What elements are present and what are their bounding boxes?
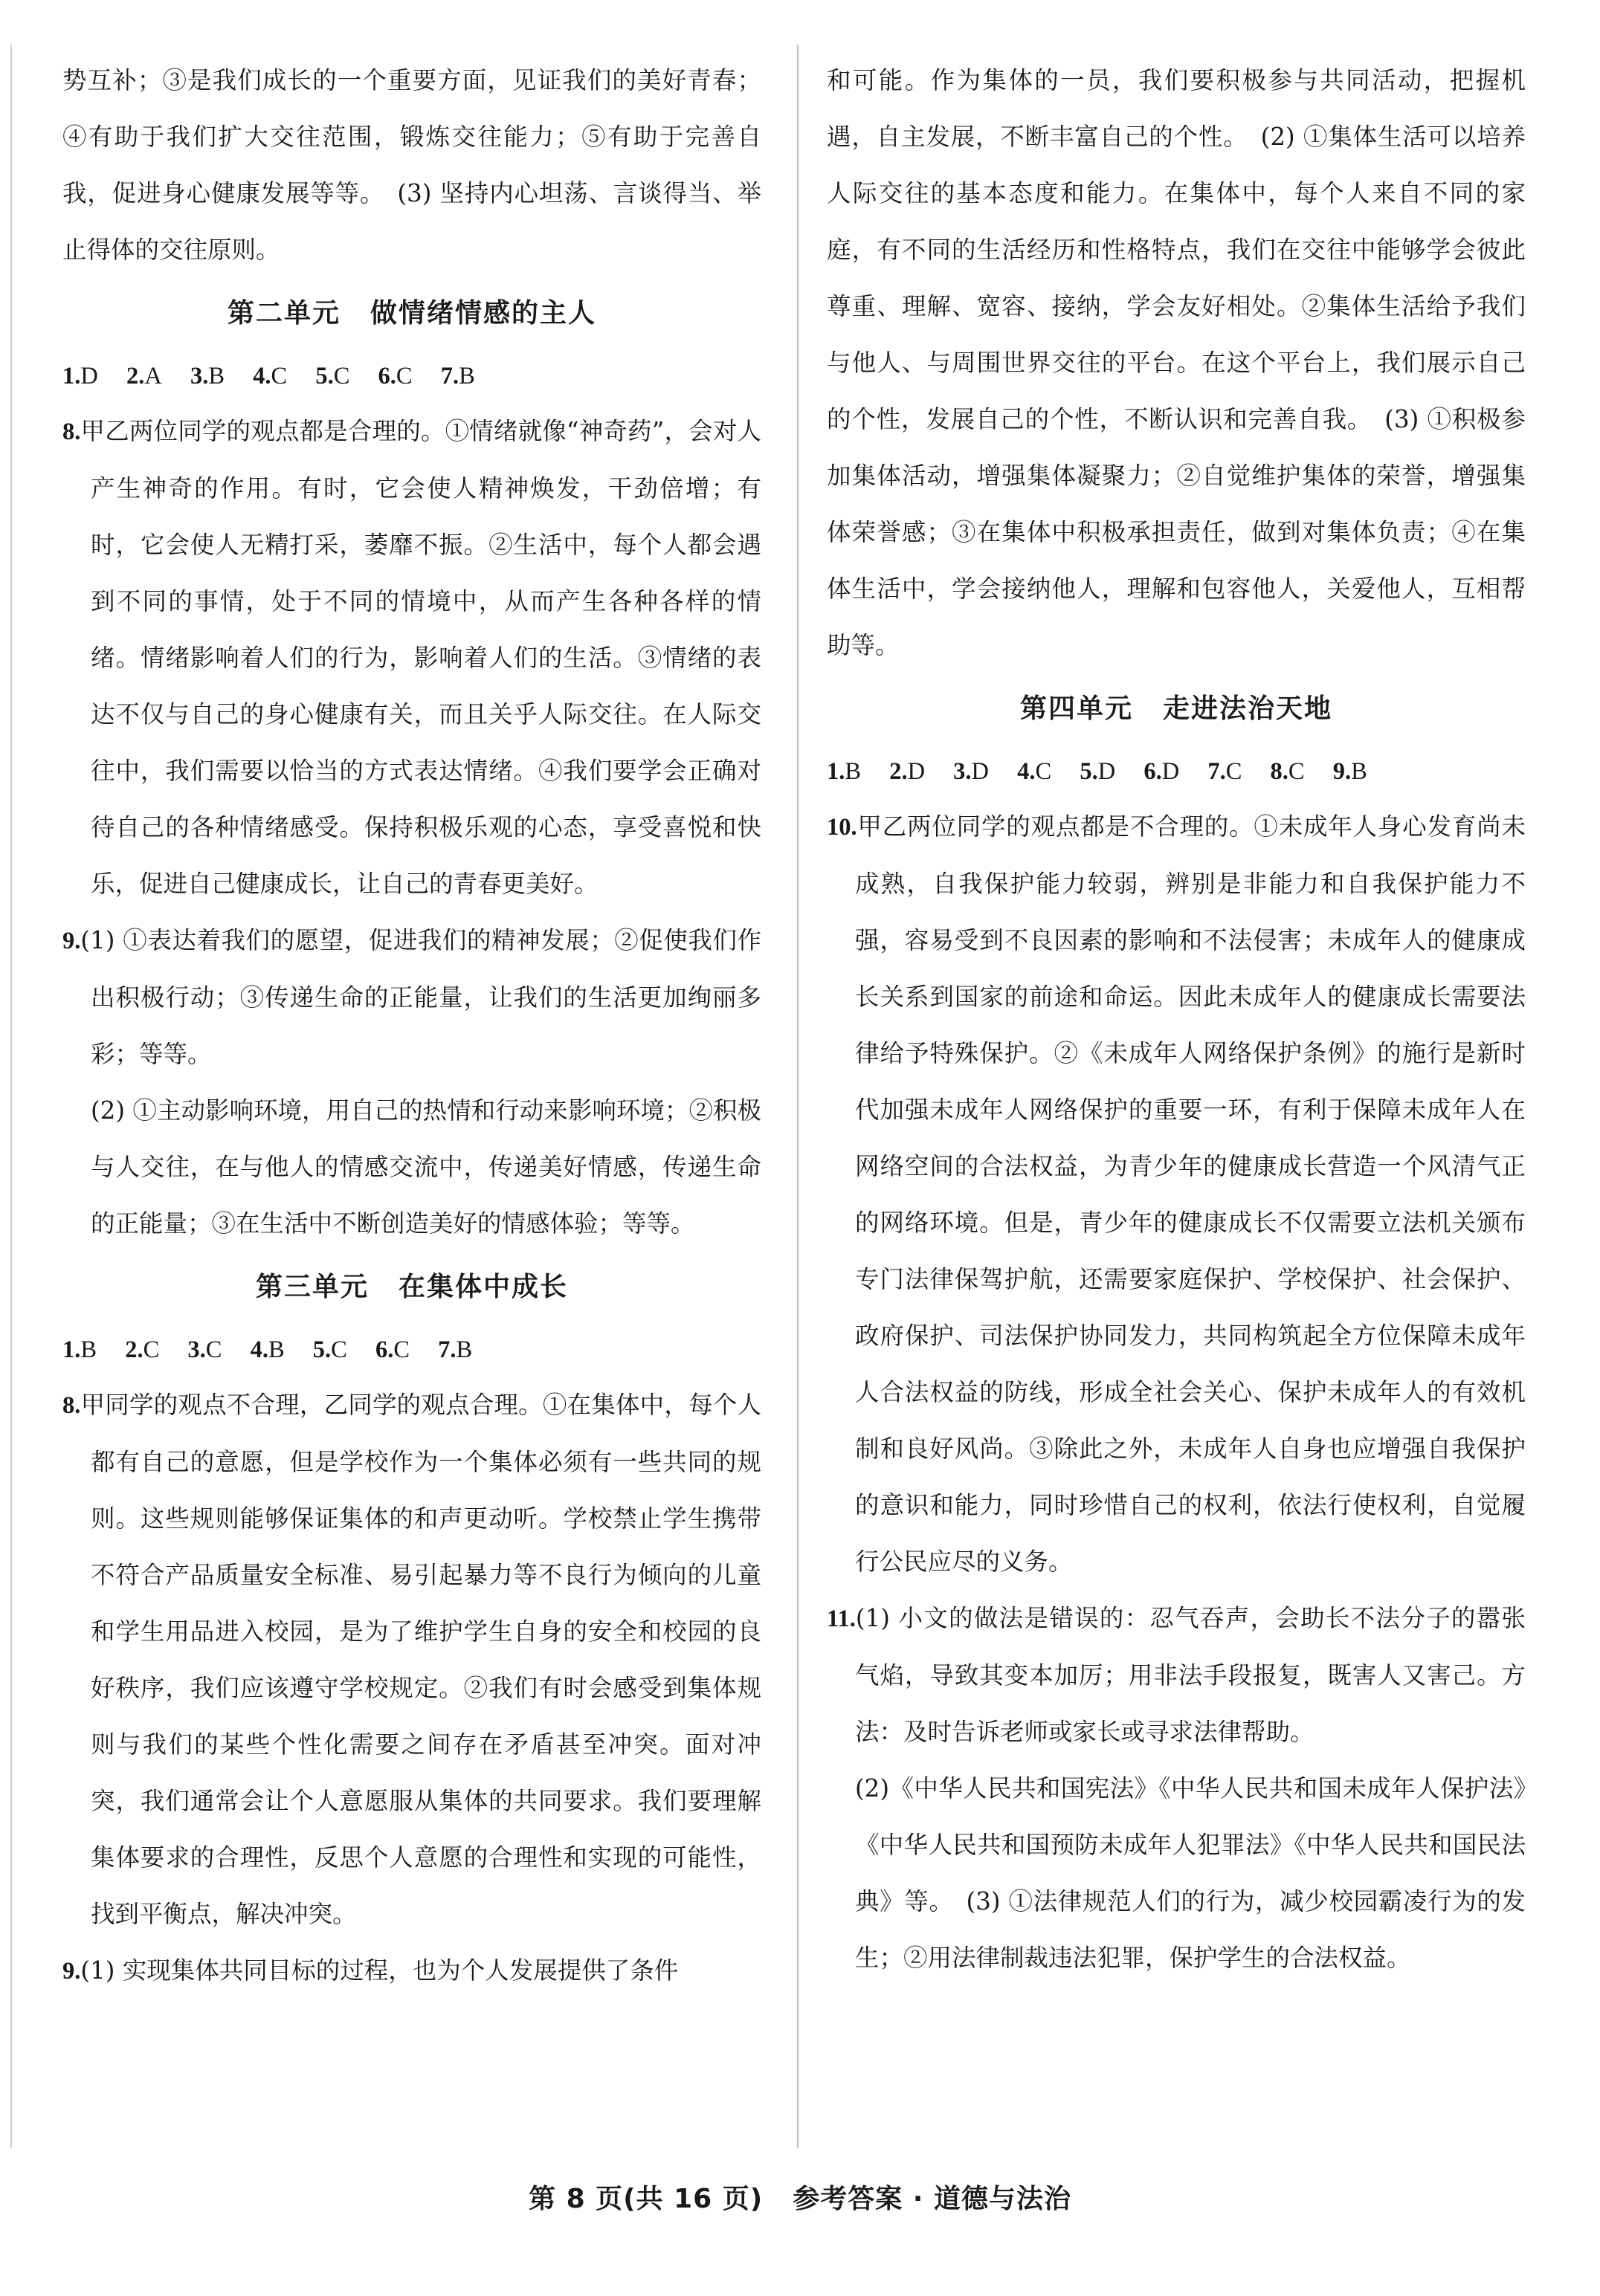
unit3-q8 xyxy=(62,1377,761,1942)
answer-item: 5.D xyxy=(1080,758,1116,785)
unit4-q11-part1 xyxy=(827,1590,1526,1760)
answer-item: 6.C xyxy=(378,363,413,389)
unit2-choice-answers xyxy=(62,349,761,403)
answer-item: 9.B xyxy=(1332,758,1367,785)
unit3-q9-continued: 和可能。作为集体的一员，我们要积极参与共同活动，把握机遇，自主发展，不断丰富自己的个性。 (2) ①集体生活可以培养人际交往的基本态度和能力。在集体中，每个人来自不同的家庭，有不同的生活经历和性格特点，我们在交往中能够学会彼此尊重、理解、宽容、接纳，学会友好相处。②集体生活给予我们与他人、与周围世界交往的平台。在这个平台上，我们展示自己的个性，发展自己的个性，不断认识和完善自我。 (3) ①积极参加集体活动，增强集体凝聚力；②自觉维护集体的荣誉，增强集体荣誉感；③在集体中积极承担责任，做到对集体负责；④在集体生活中，学会接纳他人，理解和包容他人，关爱他人，互相帮助等。 xyxy=(827,66,1526,659)
unit2-q8 xyxy=(62,403,761,912)
left-column xyxy=(62,52,761,1999)
question-answer: 甲乙两位同学的观点都是合理的。①情绪就像“神奇药”，会对人产生神奇的作用。有时，它会使人精神焕发，干劲倍增；有时，它会使人无精打采，萎靡不振。②生活中，每个人都会遇到不同的事情，处于不同的情境中，从而产生各种各样的情绪。情绪影响着人们的行为，影响着人们的生活。③情绪的表达不仅与自己的身心健康有关，而且关乎人际交往。在人际交往中，我们需要以恰当的方式表达情绪。④我们要学会正确对待自己的各种情绪感受。保持积极乐观的心态，享受喜悦和快乐，促进自己健康成长，让自己的青春更美好。 xyxy=(80,417,761,898)
unit4-title-name: 走进法治天地 xyxy=(1163,693,1333,724)
unit3-title-number: 第三单元 xyxy=(255,1272,369,1302)
answer-item: 4.B xyxy=(250,1336,285,1363)
question-number: 11. xyxy=(827,1605,856,1632)
unit3-title-name: 在集体中成长 xyxy=(399,1272,569,1302)
answer-item: 4.C xyxy=(253,363,288,389)
column-divider xyxy=(797,45,799,2148)
unit4-title-number: 第四单元 xyxy=(1019,693,1133,724)
answer-item: 2.C xyxy=(125,1336,160,1363)
answer-item: 1.D xyxy=(62,363,98,389)
question-answer: 甲同学的观点不合理，乙同学的观点合理。①在集体中，每个人都有自己的意愿，但是学校作为一个集体必须有一些共同的规则。这些规则能够保证集体的和声更动听。学校禁止学生携带不符合产品质量安全标准、易引起暴力等不良行为倾向的儿童和学生用品进入校园，是为了维护学生自身的安全和校园的良好秩序，我们应该遵守学校规定。②我们有时会感受到集体规则与我们的某些个性化需要之间存在矛盾甚至冲突。面对冲突，我们通常会让个人意愿服从集体的共同要求。我们要理解集体要求的合理性，反思个人意愿的合理性和实现的可能性，找到平衡点，解决冲突。 xyxy=(80,1391,761,1928)
answer-item: 6.D xyxy=(1143,758,1180,785)
unit2-heading xyxy=(62,278,761,349)
unit4-q10 xyxy=(827,798,1526,1590)
page-footer xyxy=(0,2178,1600,2216)
intro-paragraph: 势互补；③是我们成长的一个重要方面，见证我们的美好青春；④有助于我们扩大交往范围，锻炼交往能力；⑤有助于完善自我，促进身心健康发展等等。 (3) 坚持内心坦荡、言谈得当、举止得体的交往原则。 xyxy=(62,66,761,264)
question-number: 8. xyxy=(62,418,81,445)
question-number: 9. xyxy=(62,928,81,954)
answer-item: 3.B xyxy=(190,363,225,389)
answer-item: 5.C xyxy=(315,363,350,389)
answer-item: 7.B xyxy=(440,363,475,389)
question-answer: (1) 小文的做法是错误的：忍气吞声，会助长不法分子的嚣张气焰，导致其变本加厉；用非法手段报复，既害人又害己。方法：及时告诉老师或家长或寻求法律帮助。 xyxy=(855,1604,1526,1746)
question-number: 8. xyxy=(62,1392,81,1419)
answer-item: 4.C xyxy=(1017,758,1052,785)
answer-item: 3.C xyxy=(187,1336,222,1363)
answer-item: 2.A xyxy=(126,363,162,389)
footer-subject-label: 参考答案 · 道德与法治 xyxy=(793,2184,1071,2214)
answer-item: 1.B xyxy=(62,1336,97,1363)
left-margin-rule xyxy=(10,45,12,2148)
unit2-title-number: 第二单元 xyxy=(227,298,341,329)
unit2-q9-part1 xyxy=(62,912,761,1082)
unit3-q9-start xyxy=(62,1942,761,1999)
answer-item: 2.D xyxy=(889,758,926,785)
question-number: 9. xyxy=(62,1958,81,1985)
answer-item: 5.C xyxy=(312,1336,347,1363)
unit4-q11-part2: (2)《中华人民共和国宪法》《中华人民共和国未成年人保护法》《中华人民共和国预防未成年人犯罪法》《中华人民共和国民法典》等。 (3) ①法律规范人们的行为，减少校园霸凌行为的发生；②用法律制裁违法犯罪，保护学生的合法权益。 xyxy=(855,1774,1526,1972)
question-number: 10. xyxy=(827,814,857,841)
question-answer: (1) 实现集体共同目标的过程，也为个人发展提供了条件 xyxy=(80,1956,679,1985)
unit4-heading xyxy=(827,673,1526,745)
unit3-choice-answers xyxy=(62,1323,761,1377)
unit3-heading xyxy=(62,1252,761,1323)
question-answer: 甲乙两位同学的观点都是不合理的。①未成年人身心发育尚未成熟，自我保护能力较弱，辨别是非能力和自我保护能力不强，容易受到不良因素的影响和不法侵害；未成年人的健康成长关系到国家的前途和命运。因此未成年人的健康成长需要法律给予特殊保护。②《未成年人网络保护条例》的施行是新时代加强未成年人网络保护的重要一环，有利于保障未成年人在网络空间的合法权益，为青少年的健康成长营造一个风清气正的网络环境。但是，青少年的健康成长不仅需要立法机关颁布专门法律保驾护航，还需要家庭保护、学校保护、社会保护、政府保护、司法保护协同发力，共同构筑起全方位保障未成年人合法权益的防线，形成全社会关心、保护未成年人的有效机制和良好风尚。③除此之外，未成年人自身也应增强自我保护的意识和能力，同时珍惜自己的权利，依法行使权利，自觉履行公民应尽的义务。 xyxy=(855,812,1526,1576)
unit2-title-name: 做情绪情感的主人 xyxy=(370,298,597,329)
answer-item: 1.B xyxy=(827,758,862,785)
unit2-q9-part2: (2) ①主动影响环境，用自己的热情和行动来影响环境；②积极与人交往，在与他人的情感交流中，传递美好情感，传递生命的正能量；③在生活中不断创造美好的情感体验；等等。 xyxy=(91,1096,761,1238)
answer-item: 3.D xyxy=(953,758,990,785)
answer-item: 7.B xyxy=(438,1336,473,1363)
answer-item: 6.C xyxy=(375,1336,410,1363)
unit4-choice-answers xyxy=(827,745,1526,798)
answer-item: 8.C xyxy=(1270,758,1305,785)
answer-item: 7.C xyxy=(1207,758,1242,785)
question-answer: (1) ①表达着我们的愿望，促进我们的精神发展；②促使我们作出积极行动；③传递生命的正能量，让我们的生活更加绚丽多彩；等等。 xyxy=(80,926,761,1068)
right-column xyxy=(827,52,1526,1986)
page-number: 第 8 页(共 16 页) xyxy=(529,2184,764,2214)
